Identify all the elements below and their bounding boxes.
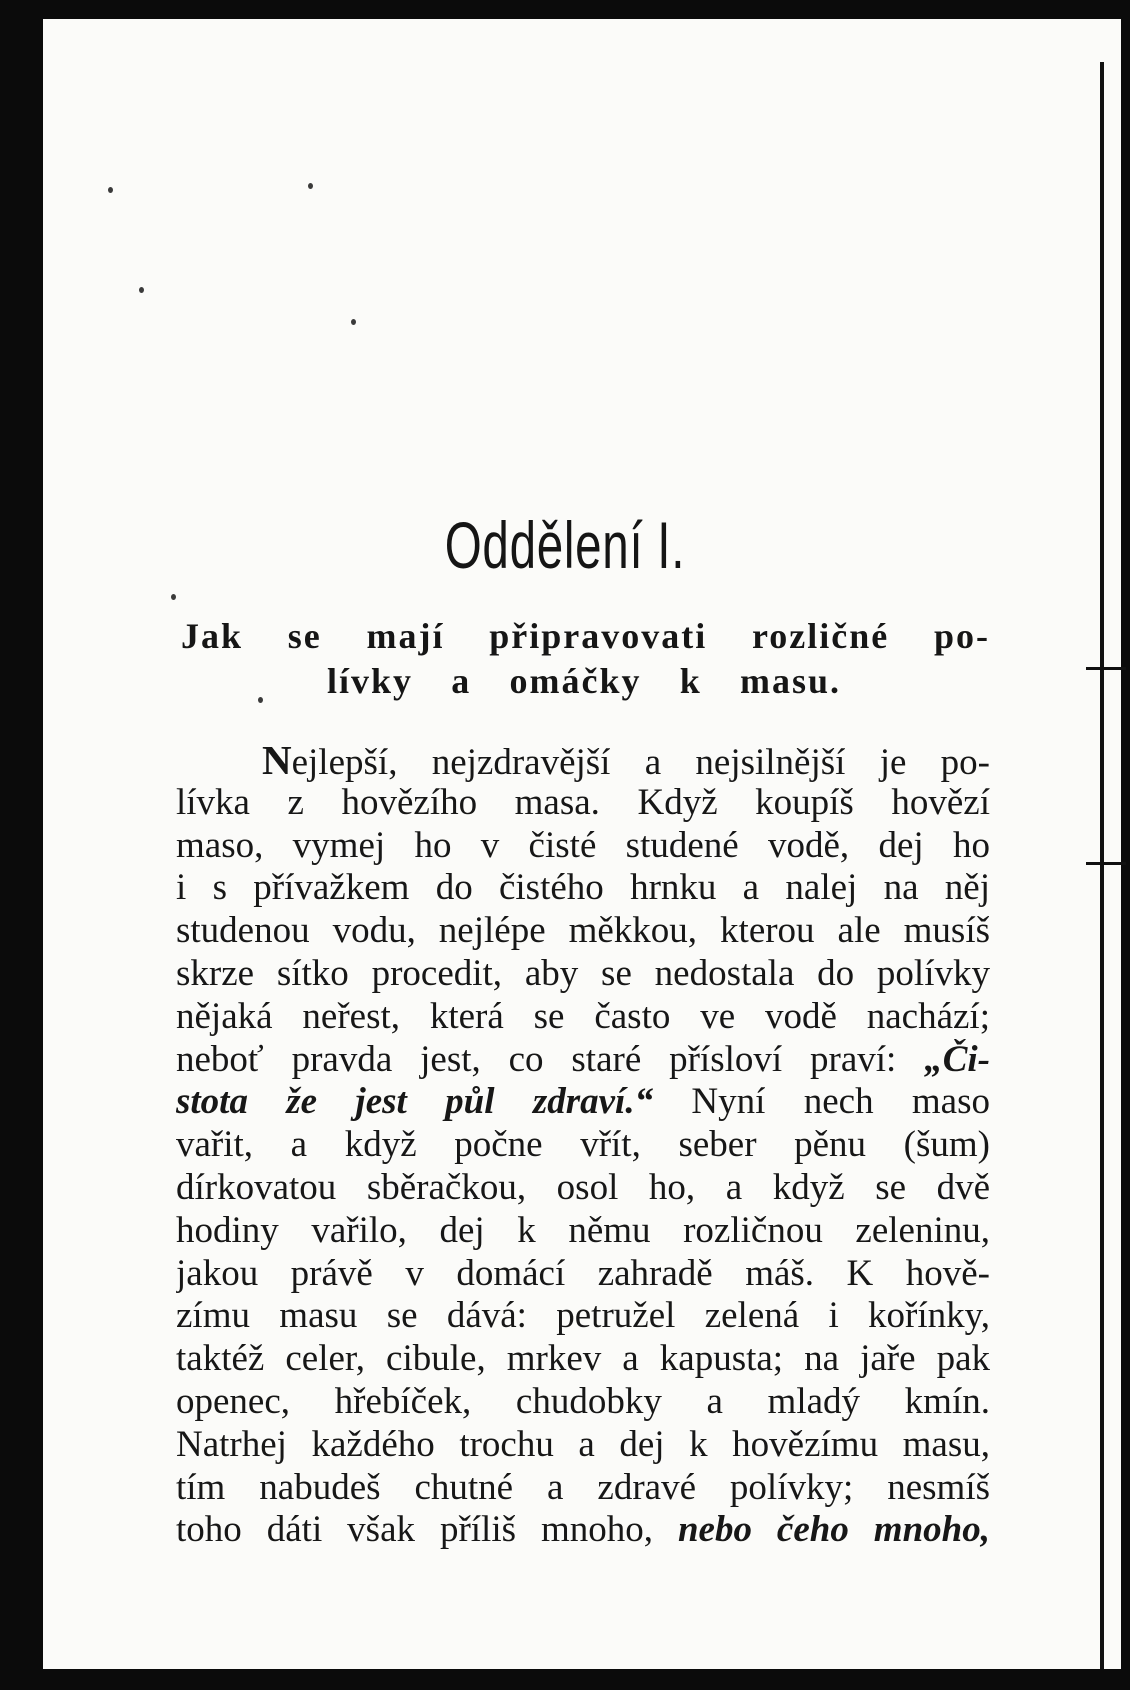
body-line: Natrhej každého trochu a dej k hovězímu masu, bbox=[176, 1423, 990, 1465]
scan-speck bbox=[308, 183, 313, 189]
scan-speck bbox=[139, 287, 144, 293]
scan-speck bbox=[258, 697, 263, 703]
proverb-quote-start: „Či- bbox=[924, 1038, 990, 1080]
body-line: taktéž celer, cibule, mrkev a kapusta; na jaře pak bbox=[176, 1338, 990, 1380]
emphasis-text: nebo čeho mnoho, bbox=[677, 1509, 990, 1551]
proverb-quote-end: stota že jest půl zdraví.“ bbox=[176, 1081, 654, 1123]
section-heading: Oddělení I. bbox=[444, 508, 686, 582]
body-line bbox=[176, 1081, 990, 1124]
body-line: tím nabudeš chutné a zdravé polívky; nesmíš bbox=[176, 1466, 990, 1508]
body-line: dírkovatou sběračkou, osol ho, a když se dvě bbox=[176, 1166, 990, 1208]
body-line bbox=[176, 1509, 990, 1552]
body-line: studenou vodu, nejlépe měkkou, kterou ale musíš bbox=[176, 910, 990, 952]
drop-initial: N bbox=[262, 739, 292, 782]
body-paragraph bbox=[176, 739, 990, 1552]
body-line: zímu masu se dává: petružel zelená i kořínky, bbox=[176, 1295, 990, 1337]
scan-speck bbox=[351, 319, 356, 325]
section-heading-wrap bbox=[0, 508, 1130, 601]
body-line bbox=[176, 1039, 990, 1082]
body-line: openec, hřebíček, chudobky a mladý kmín. bbox=[176, 1380, 990, 1422]
body-line: lívka z hovězího masa. Když koupíš hovězí bbox=[176, 781, 990, 823]
body-line: jakou právě v domácí zahradě máš. K hově- bbox=[176, 1252, 990, 1294]
body-line-text: neboť pravda jest, co staré přísloví praví: bbox=[176, 1038, 925, 1080]
body-line: hodiny vařilo, dej k němu rozličnou zeleninu, bbox=[176, 1209, 990, 1251]
body-line-text: ejlepší, nejzdravější a nejsilnější je po- bbox=[291, 742, 990, 782]
body-line bbox=[176, 739, 990, 782]
page-edge-line bbox=[1100, 62, 1104, 1669]
subtitle-line-1: Jak se mají připravovati rozličné po- bbox=[181, 616, 990, 656]
subtitle-line-2: lívky a omáčky k masu. bbox=[327, 661, 841, 701]
page-edge-tick bbox=[1086, 667, 1126, 670]
body-line-text: toho dáti však příliš mnoho, bbox=[176, 1509, 678, 1551]
page-edge-tick bbox=[1086, 862, 1126, 865]
scan-speck bbox=[108, 187, 113, 193]
body-line-text: Nyní nech maso bbox=[653, 1081, 990, 1123]
body-line: vařit, a když počne vřít, seber pěnu (šum) bbox=[176, 1124, 990, 1166]
body-line: i s přívažkem do čistého hrnku a nalej na něj bbox=[176, 867, 990, 909]
body-line: nějaká neřest, která se často ve vodě nachází; bbox=[176, 995, 990, 1037]
body-line: maso, vymej ho v čisté studené vodě, dej ho bbox=[176, 824, 990, 866]
body-line: skrze sítko procedit, aby se nedostala do polívky bbox=[176, 952, 990, 994]
